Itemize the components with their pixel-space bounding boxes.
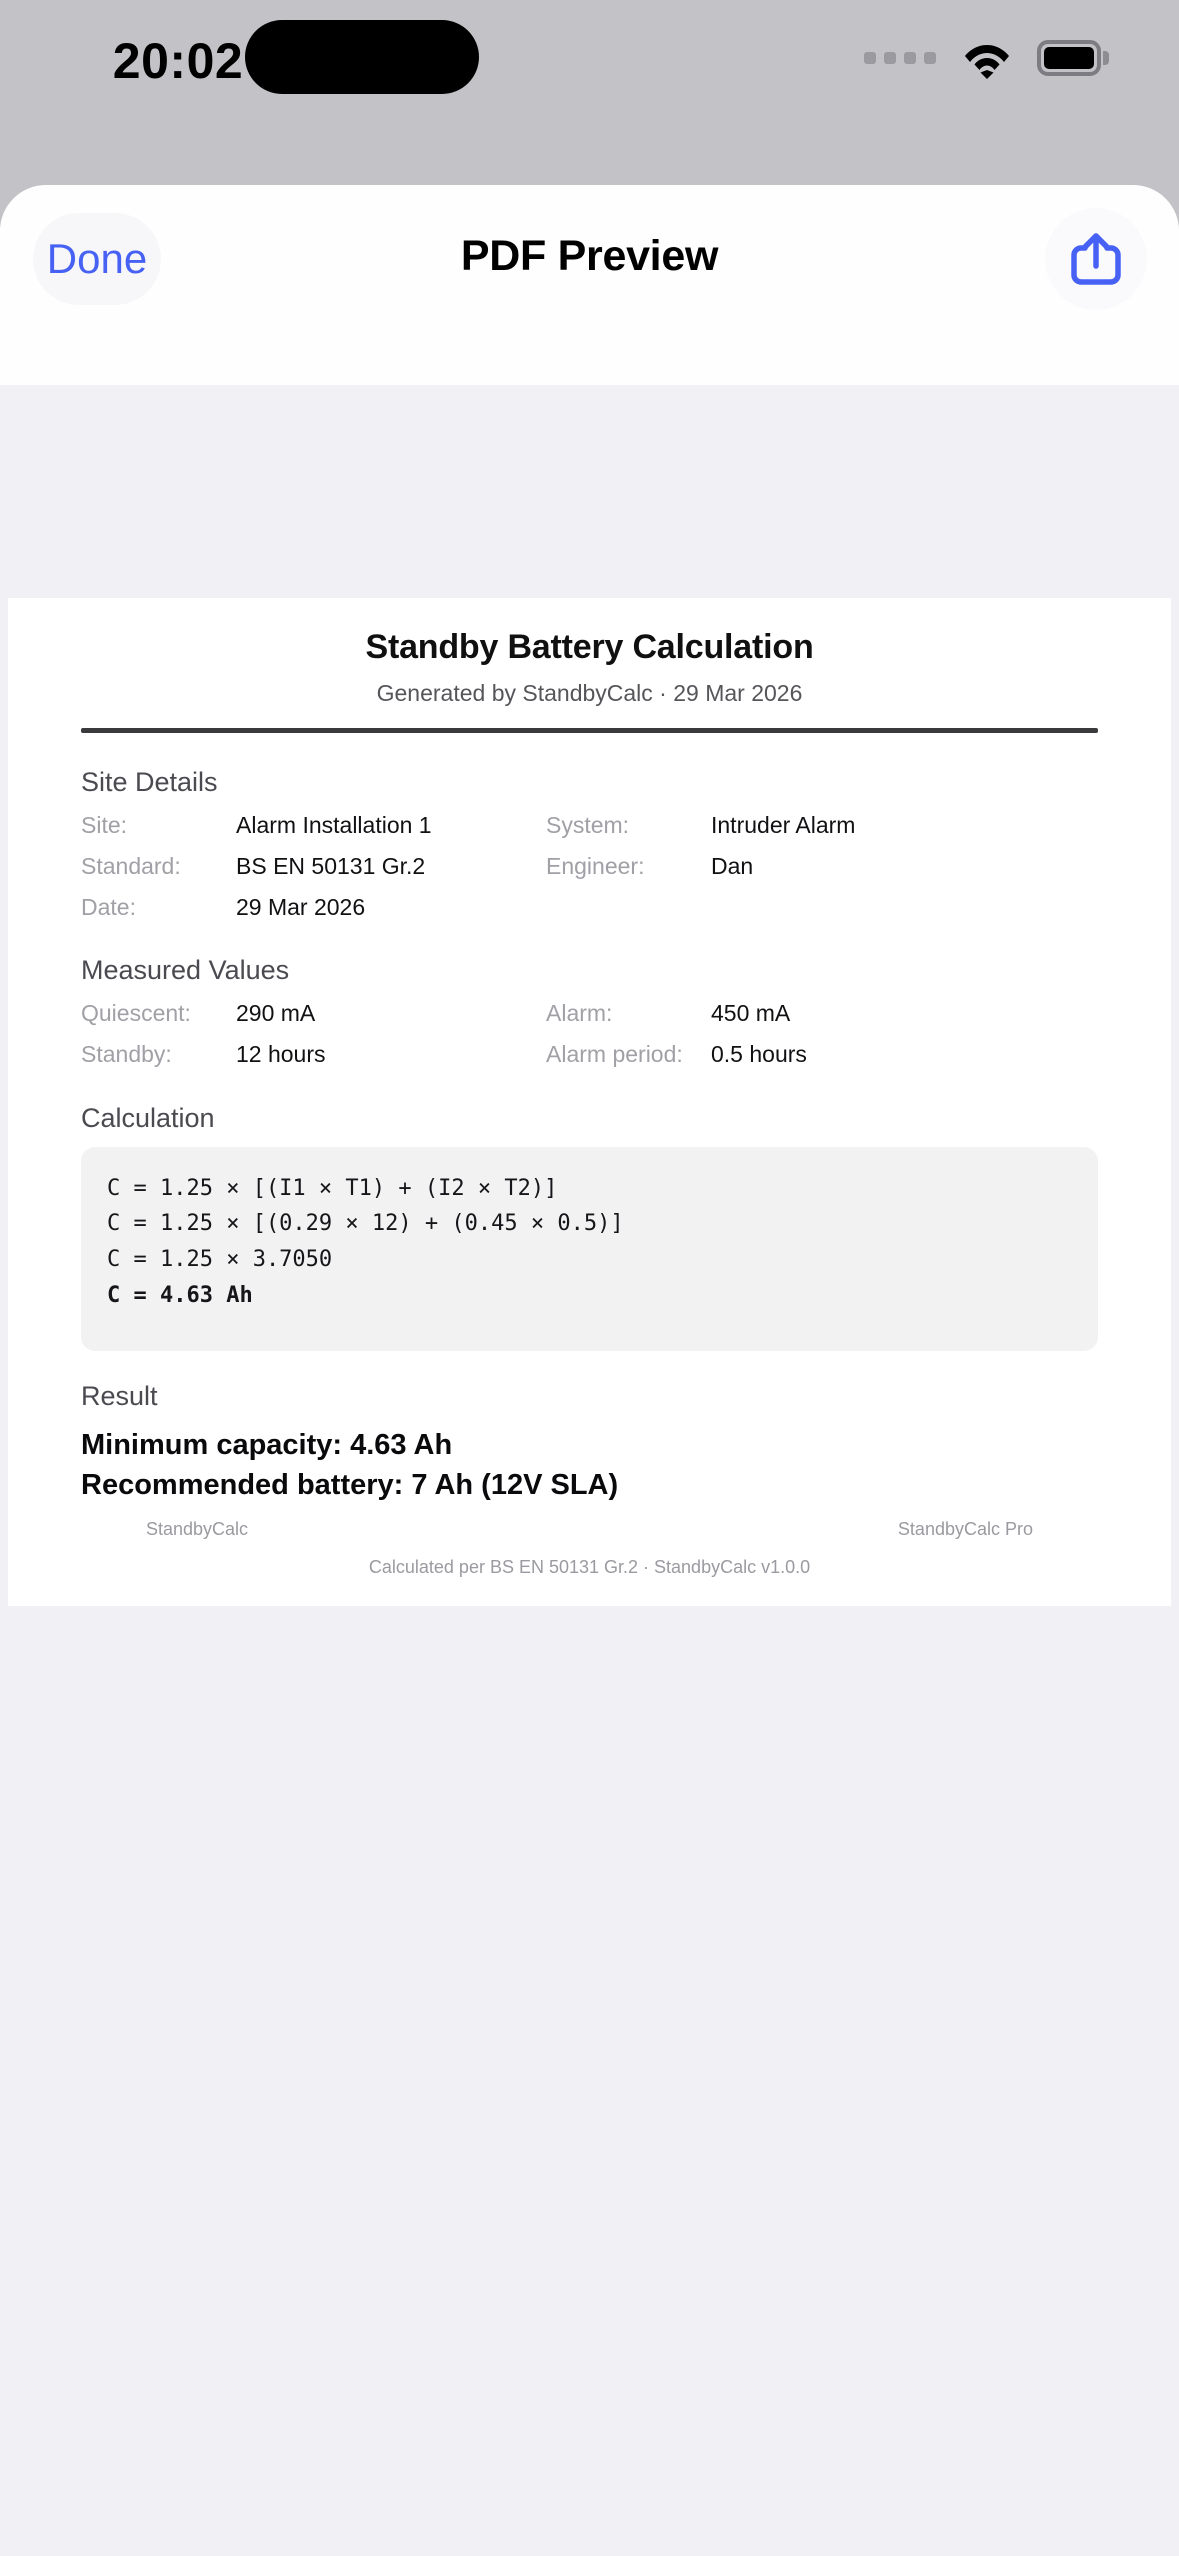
site-details-heading: Site Details (81, 767, 218, 797)
field-label: System: (546, 812, 630, 838)
share-button[interactable] (1045, 208, 1147, 310)
field-label: Date: (81, 893, 136, 920)
site-details-grid (81, 811, 1098, 921)
minimum-capacity-line: Minimum capacity: 4.63 Ah (81, 1429, 453, 1462)
pdf-page (8, 598, 1171, 1606)
field-value: 12 hours (236, 1041, 326, 1067)
field-value (711, 893, 1098, 922)
field-label: Quiescent: (81, 1000, 191, 1027)
calculation-box (81, 1147, 1098, 1352)
document-subtitle: Generated by StandbyCalc · 29 Mar 2026 (376, 680, 803, 706)
measured-values-heading: Measured Values (81, 955, 290, 986)
pdf-preview-sheet (0, 185, 1179, 2556)
pdf-footer (146, 1519, 1033, 1578)
field-label: Standard: (81, 852, 181, 879)
share-icon (1068, 230, 1124, 288)
field-label (546, 893, 711, 922)
document-title: Standby Battery Calculation (365, 628, 814, 666)
navigation-bar (0, 185, 1179, 385)
battery-full-icon (1037, 40, 1101, 76)
field-value: 29 Mar 2026 (236, 893, 366, 920)
status-bar-time: 20:02 (112, 33, 244, 89)
page-title: PDF Preview (460, 232, 719, 280)
calculation-line: C = 1.25 × [(0.29 × 12) + (0.45 × 0.5)] (107, 1211, 624, 1237)
field-value: BS EN 50131 Gr.2 (236, 852, 426, 879)
field-value: 0.5 hours (711, 1041, 807, 1067)
footer-center-label: Calculated per BS EN 50131 Gr.2 · StandbyCalc v1.0.0 (368, 1557, 811, 1577)
field-value: Dan (711, 852, 754, 879)
field-label: Standby: (81, 1041, 172, 1067)
measured-values-section (73, 955, 1106, 1069)
measured-values-grid (81, 999, 1098, 1069)
field-label: Site: (81, 812, 128, 838)
result-heading: Result (81, 1381, 158, 1412)
field-value: 450 mA (711, 1000, 791, 1027)
site-details-section (73, 767, 1106, 921)
field-label: Engineer: (546, 852, 645, 879)
field-label: Alarm period: (546, 1041, 683, 1067)
calculation-line: C = 1.25 × 3.7050 (107, 1247, 333, 1272)
calculation-heading: Calculation (81, 1102, 215, 1133)
calculation-section (73, 1103, 1106, 1134)
field-value: 290 mA (236, 1000, 316, 1027)
field-value: Alarm Installation 1 (236, 812, 432, 838)
battery-tip-icon (1103, 51, 1109, 65)
field-value: Intruder Alarm (711, 812, 856, 838)
calculation-line-result: C = 4.63 Ah (107, 1282, 253, 1308)
pdf-scroll-area[interactable] (0, 385, 1179, 2556)
cellular-dots-icon (864, 52, 936, 64)
footer-right-label: StandbyCalc Pro (897, 1519, 1033, 1539)
wifi-icon (963, 39, 1011, 79)
dynamic-island (245, 20, 479, 94)
done-button-label: Done (46, 235, 148, 282)
field-label: Alarm: (546, 1000, 613, 1027)
title-divider (81, 728, 1098, 733)
calculation-line: C = 1.25 × [(I1 × T1) + (I2 × T2)] (107, 1175, 558, 1201)
result-section (73, 1381, 1106, 1505)
recommended-battery-line: Recommended battery: 7 Ah (12V SLA) (81, 1469, 619, 1502)
status-bar (0, 0, 1179, 185)
footer-left-label: StandbyCalc (146, 1519, 249, 1539)
